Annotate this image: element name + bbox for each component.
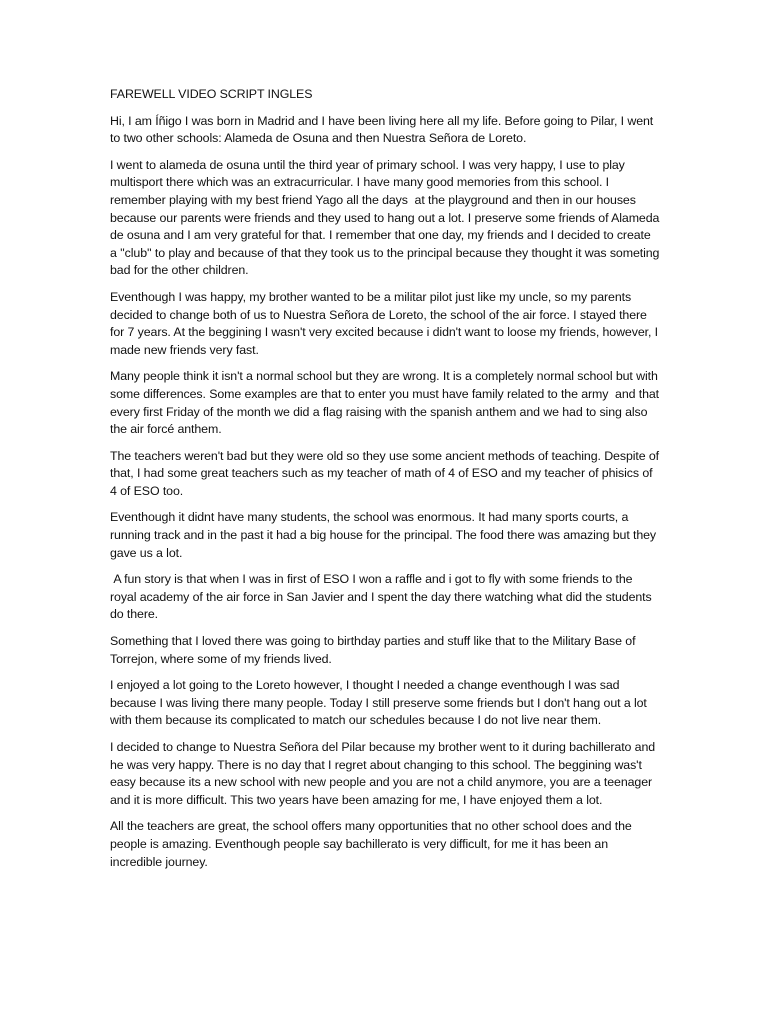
paragraph-4: Many people think it isn't a normal school but they are wrong. It is a completely normal school but with some differences. Some examples are that to enter you must have family related to the army and that every first Friday of the month we did a flag raising with the spanish anthem and we had to sing also the air forcé anthem.	[110, 369, 663, 437]
paragraph-2: I went to alameda de osuna until the third year of primary school. I was very happy, I use to play multisport there which was an extracurricular. I have many good memories from this school. I remember playing with my best friend Yago all the days at the playground and then in our houses because our parents were friends and they used to hang out a lot. I preserve some friends of Alameda de osuna and I am very grateful for that. I remember that one day, my friends and I decided to create a ''club'' to play and because of that they took us to the principal because they thought it was someting bad for the other children.	[110, 157, 663, 278]
paragraph-9: I enjoyed a lot going to the Loreto however, I thought I needed a change eventhough I was sad because I was living there many people. Today I still preserve some friends but I don't hang out a lot with them because its complicated to match our schedules because I do not live near them.	[110, 678, 651, 728]
paragraph-8: Something that I loved there was going to birthday parties and stuff like that to the Military Base of Torrejon, where some of my friends lived.	[110, 634, 639, 666]
paragraph-1: Hi, I am Íñigo I was born in Madrid and I have been living here all my life. Before going to Pilar, I went to two other schools: Alameda de Osuna and then Nuestra Señora de Loreto.	[110, 113, 657, 146]
paragraph-5: The teachers weren't bad but they were old so they use some ancient methods of teaching. Despite of that, I had some great teachers such as my teacher of math of 4 of ESO and my teacher of phisics of 4 of ESO too.	[110, 448, 663, 498]
document-title: FAREWELL VIDEO SCRIPT INGLES	[110, 87, 313, 101]
paragraph-11: All the teachers are great, the school offers many opportunities that no other school does and the people is amazing. Eventhough people say bachillerato is very difficult, for me it has been an incredible journey.	[110, 819, 636, 869]
paragraph-6: Eventhough it didnt have many students, the school was enormous. It had many sports courts, a running track and in the past it had a big house for the principal. The food there was amazing but they gave us a lot.	[110, 510, 660, 560]
paragraph-3: Eventhough I was happy, my brother wanted to be a militar pilot just like my uncle, so my parents decided to change both of us to Nuestra Señora de Loreto, the school of the air force. I stayed there for 7 years. At the beggining I wasn't very excited because i didn't want to loose my friends, however, I made new friends very fast.	[110, 289, 662, 357]
paragraph-10: I decided to change to Nuestra Señora del Pilar because my brother went to it during bachillerato and he was very happy. There is no day that I regret about changing to this school. The beggining was't easy because its a new school with new people and you are not a child anymore, you are a teenager and it is more difficult. This two years have been amazing for me, I have enjoyed them a lot.	[110, 740, 659, 807]
paragraph-7: A fun story is that when I was in first of ESO I won a raffle and i got to fly with some friends to the royal academy of the air force in San Javier and I spent the day there watching what did the students do there.	[110, 572, 655, 622]
document-page	[110, 86, 663, 880]
